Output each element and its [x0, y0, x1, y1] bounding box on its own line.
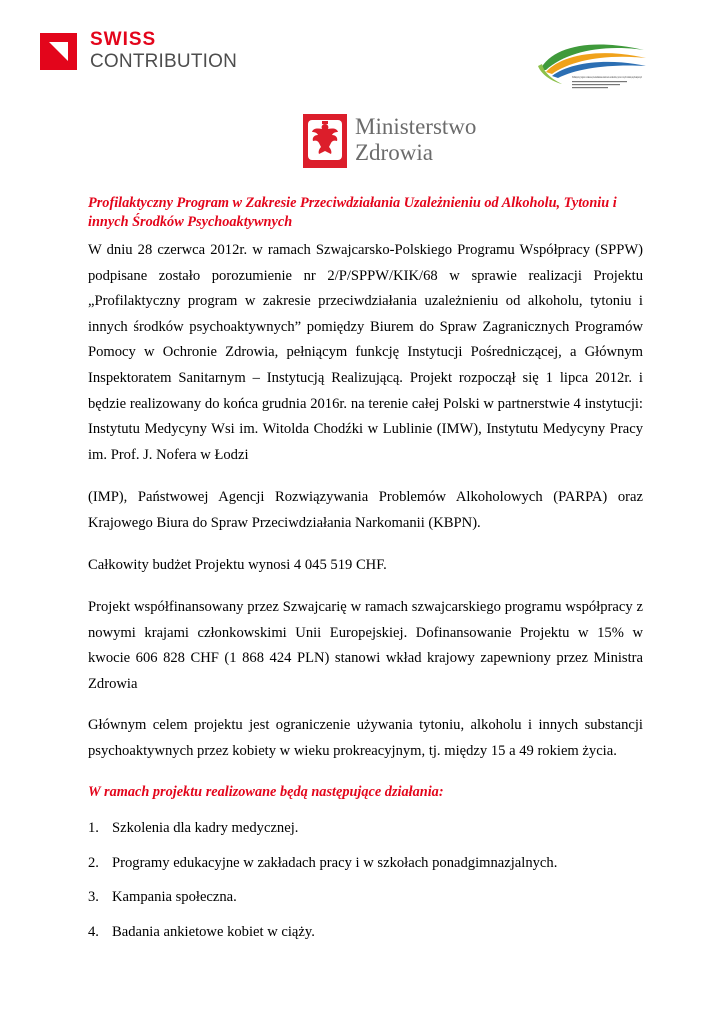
- ministry-logo-line1: Ministerstwo: [355, 114, 477, 139]
- ministry-logo-line2: Zdrowia: [355, 140, 433, 165]
- swiss-contribution-logo: [40, 27, 240, 77]
- list-item: [88, 853, 643, 888]
- eagle-emblem-icon: [303, 114, 347, 168]
- ministry-of-health-logo: [303, 114, 483, 170]
- paragraph-cofinancing: Projekt współfinansowany przez Szwajcarię w ramach szwajcarskiego programu współpracy z nowymi krajami członkowskimi Unii Europejskiej. Dofinansowanie Projektu w 15% w kwocie 606 828 CHF (1 868 424 PLN) stanowi wkład krajowy zapewniony przez Ministra Zdrowia: [88, 599, 643, 692]
- program-logo: [532, 36, 650, 92]
- list-item-number: 2.: [88, 854, 99, 871]
- list-item-number: 4.: [88, 923, 99, 940]
- program-logo-caption: Profilaktyczny program w zakresie przeciwdziałania uzależnieniu od alkoholu, tytoniu i innych środków psychoaktywnych: [572, 76, 643, 79]
- list-item-number: 3.: [88, 889, 99, 905]
- swiss-logo-line1: SWISS: [90, 29, 157, 50]
- document-title: Profilaktyczny Program w Zakresie Przeciwdziałania Uzależnieniu od Alkoholu, Tytoniu i innych Środków Psychoaktywnych: [88, 195, 617, 230]
- list-item-text: Badania ankietowe kobiet w ciąży.: [112, 923, 315, 940]
- swiss-logo-line2: CONTRIBUTION: [90, 51, 238, 72]
- paragraph-budget: Całkowity budżet Projektu wynosi 4 045 519 CHF.: [88, 557, 387, 573]
- paragraph-partners: (IMP), Państwowej Agencji Rozwiązywania Problemów Alkoholowych (PARPA) oraz Krajowego Biura do Spraw Przeciwdziałania Narkomanii (KBPN).: [88, 489, 643, 531]
- ministry-logo-text: [355, 114, 476, 166]
- list-item-text: Szkolenia dla kadry medycznej.: [112, 820, 299, 836]
- paragraph-agreement: W dniu 28 czerwca 2012r. w ramach Szwajcarsko-Polskiego Programu Współpracy (SPPW) podpisane zostało porozumienie nr 2/P/SPPW/KIK/68 w sprawie realizacji Projektu „Profilaktyczny program w zakresie przeciwdziałania uzależnieniu od alkoholu, tytoniu i innych środków psychoaktywnych” pomiędzy Biurem do Spraw Zagranicznych Programów Pomocy w Ochronie Zdrowia, pełniącym funkcję Instytucji Pośredniczącej, a Głównym Inspektoratem Sanitarnym – Instytucją Realizującą. Projekt rozpoczął się 1 lipca 2012r. i będzie realizowany do końca grudnia 2016r. na terenie całej Polski w partnerstwie 4 instytucji: Instytutu Medycyny Wsi im. Witolda Chodźki w Lublinie (IMW), Instytutu Medycyny Pracy im. Prof. J. Nofera w Łodzi: [88, 242, 643, 463]
- list-item: [88, 887, 643, 922]
- list-item: [88, 922, 643, 957]
- list-item-text: Kampania społeczna.: [112, 889, 237, 905]
- list-item-text: Programy edukacyjne w zakładach pracy i w szkołach ponadgimnazjalnych.: [112, 854, 558, 871]
- paragraph-main-goal: Głównym celem projektu jest ograniczenie używania tytoniu, alkoholu i innych substancji psychoaktywnych przez kobiety w wieku prokreacyjnym, tj. między 15 a 49 rokiem życia.: [88, 717, 643, 759]
- list-item-number: 1.: [88, 820, 99, 836]
- activities-heading: W ramach projektu realizowane będą następujące działania:: [88, 784, 444, 800]
- activities-list: [88, 818, 643, 956]
- list-item: [88, 818, 643, 853]
- swiss-square-icon: [40, 33, 77, 70]
